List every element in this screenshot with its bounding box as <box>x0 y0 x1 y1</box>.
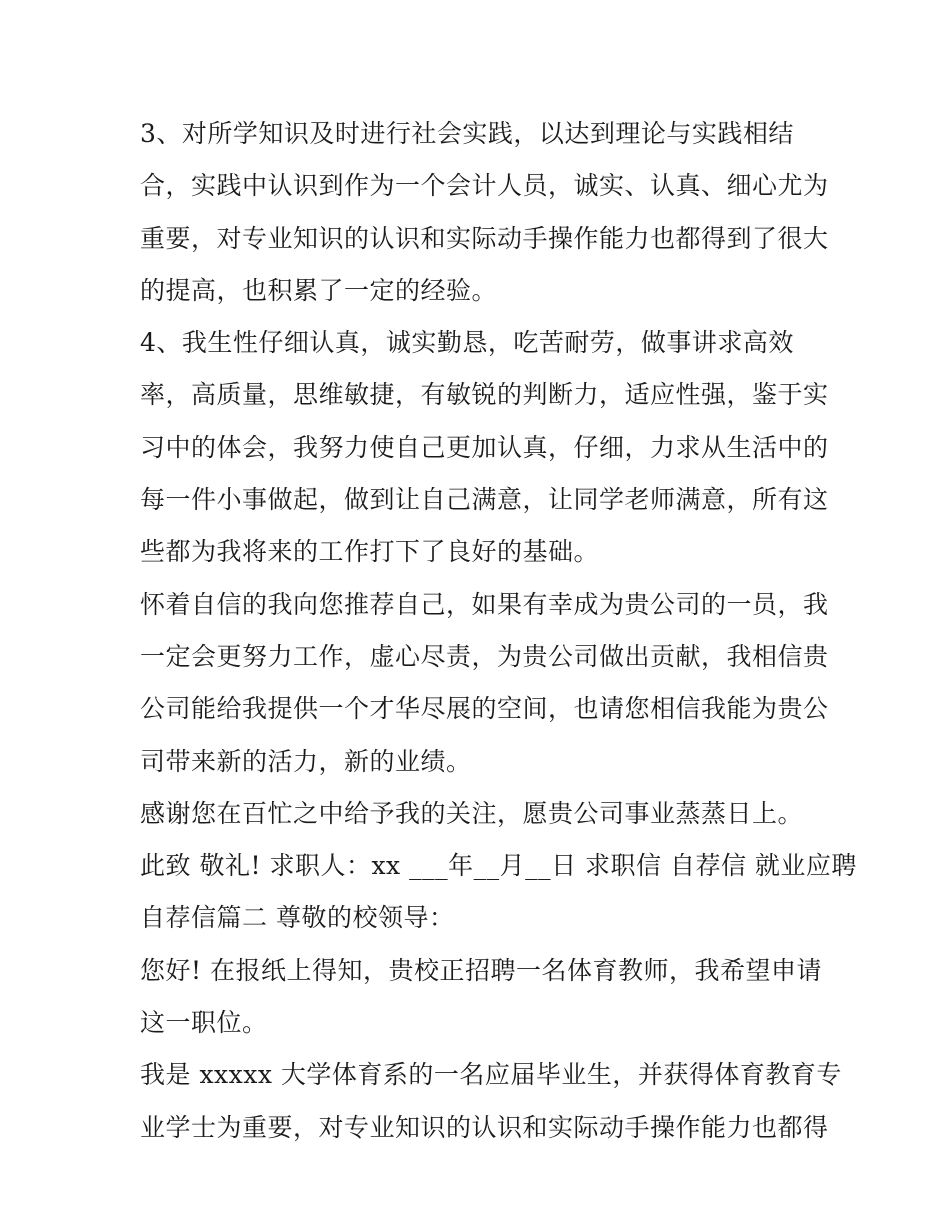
text-line: 4、我生性仔细认真，诚实勤恳，吃苦耐劳，做事讲求高效 <box>140 328 794 358</box>
text-line: 这一职位。 <box>140 1008 268 1038</box>
text-line: 合，实践中认识到作为一个会计人员，诚实、认真、细心尤为 <box>140 171 829 201</box>
text-line: 率，高质量，思维敏捷，有敏锐的判断力，适应性强，鉴于实 <box>140 380 829 410</box>
text-line: 一定会更努力工作，虚心尽责，为贵公司做出贡献，我相信贵 <box>140 641 829 671</box>
text-line: 重要，对专业知识的认识和实际动手操作能力也都得到了很大 <box>140 223 829 253</box>
text-line: 业学士为重要，对专业知识的认识和实际动手操作能力也都得 <box>140 1112 829 1142</box>
text-line: 每一件小事做起，做到让自己满意，让同学老师满意，所有这 <box>140 485 829 515</box>
document-body <box>140 108 857 1154</box>
text-line: 怀着自信的我向您推荐自己，如果有幸成为贵公司的一员，我 <box>140 589 829 619</box>
text-line: 司带来新的活力，新的业绩。 <box>140 746 472 776</box>
text-line: 的提高，也积累了一定的经验。 <box>140 275 498 305</box>
text-line: 3、对所学知识及时进行社会实践，以达到理论与实践相结 <box>140 119 794 148</box>
text-line: 些都为我将来的工作打下了良好的基础。 <box>140 537 600 567</box>
text-line: 此致 敬礼! 求职人：xx ___年__月__日 求职信 自荐信 就业应聘 <box>140 851 857 881</box>
text-line: 感谢您在百忙之中给予我的关注，愿贵公司事业蒸蒸日上。 <box>140 798 804 828</box>
text-line: 自荐信篇二 尊敬的校领导： <box>140 903 455 933</box>
text-line: 您好! 在报纸上得知，贵校正招聘一名体育教师，我希望申请 <box>140 955 822 985</box>
text-line: 习中的体会，我努力使自己更加认真，仔细，力求从生活中的 <box>140 432 829 462</box>
text-line: 公司能给我提供一个才华尽展的空间，也请您相信我能为贵公 <box>140 694 829 724</box>
text-line: 我是 xxxxx 大学体育系的一名应届毕业生，并获得体育教育专 <box>140 1060 842 1090</box>
